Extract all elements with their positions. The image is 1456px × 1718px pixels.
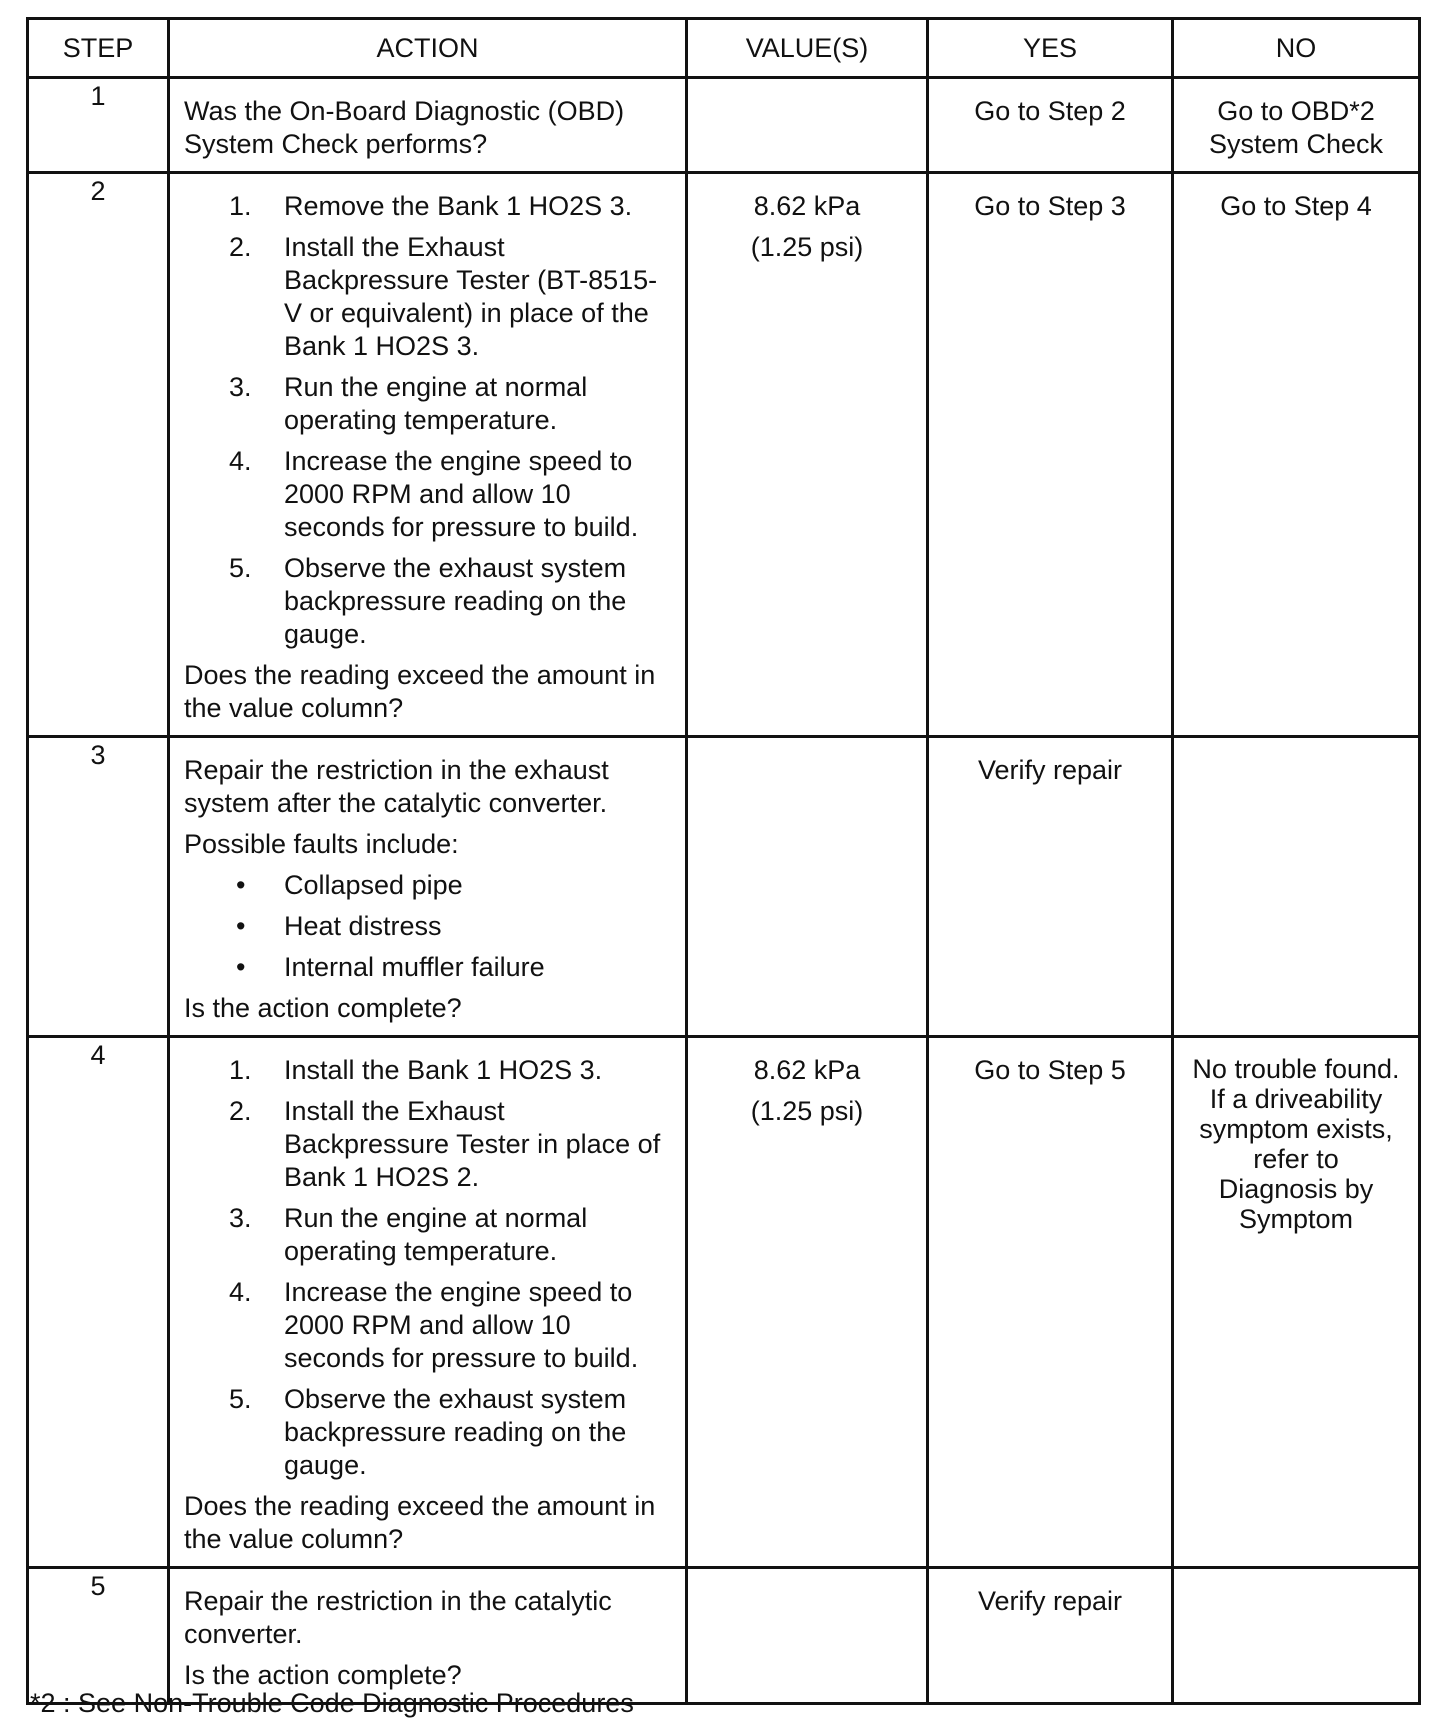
no-line: No trouble found. xyxy=(1192,1054,1400,1084)
value-kpa: 8.62 kPa xyxy=(753,1055,861,1085)
list-item xyxy=(184,910,671,943)
action-question: Does the reading exceed the amount in the value column? xyxy=(184,660,656,723)
no-cell: Go to Step 4 xyxy=(1173,173,1420,737)
list-item xyxy=(184,1202,671,1268)
header-no: NO xyxy=(1173,19,1420,78)
list-number: 5. xyxy=(229,1384,252,1414)
list-number: 4. xyxy=(229,1277,252,1307)
step-number: 1 xyxy=(28,78,169,173)
action-question: Was the On-Board Diagnostic (OBD) System Check performs? xyxy=(184,96,625,159)
list-item xyxy=(184,552,671,651)
footnote: *2 : See Non-Trouble Code Diagnostic Procedures xyxy=(30,1688,634,1718)
value-cell xyxy=(687,1568,928,1704)
value-cell xyxy=(687,737,928,1037)
action-intro: Repair the restriction in the exhaust system after the catalytic converter. xyxy=(184,755,609,818)
list-text: Install the Exhaust Backpressure Tester (BT-8515-V or equivalent) in place of the Bank 1 HO2S 3. xyxy=(284,232,658,361)
header-yes: YES xyxy=(928,19,1173,78)
table-row xyxy=(28,737,1420,1037)
table-row xyxy=(28,173,1420,737)
step-number: 3 xyxy=(28,737,169,1037)
no-line: symptom exists, xyxy=(1199,1114,1393,1144)
list-number: 1. xyxy=(229,1055,252,1085)
no-cell xyxy=(1173,1568,1420,1704)
list-text: Internal muffler failure xyxy=(284,952,545,982)
no-cell xyxy=(1173,1037,1420,1568)
list-text: Heat distress xyxy=(284,911,442,941)
list-number: 3. xyxy=(229,372,252,402)
value-cell xyxy=(687,1037,928,1568)
faults-label: Possible faults include: xyxy=(184,829,459,859)
yes-cell: Go to Step 5 xyxy=(928,1037,1173,1568)
step-number: 5 xyxy=(28,1568,169,1704)
yes-cell: Verify repair xyxy=(928,737,1173,1037)
header-values: VALUE(S) xyxy=(687,19,928,78)
list-number: 5. xyxy=(229,553,252,583)
no-cell xyxy=(1173,737,1420,1037)
bullet: • xyxy=(236,870,246,900)
no-line: If a driveability xyxy=(1209,1084,1383,1114)
list-item xyxy=(184,1276,671,1375)
action-question: Does the reading exceed the amount in the value column? xyxy=(184,1491,656,1554)
list-item xyxy=(184,951,671,984)
value-cell xyxy=(687,78,928,173)
list-item xyxy=(184,231,671,363)
list-text: Install the Bank 1 HO2S 3. xyxy=(284,1055,603,1085)
list-text: Remove the Bank 1 HO2S 3. xyxy=(284,191,633,221)
step-number: 2 xyxy=(28,173,169,737)
list-item xyxy=(184,371,671,437)
yes-cell: Go to Step 2 xyxy=(928,78,1173,173)
action-question: Is the action complete? xyxy=(184,993,462,1023)
yes-cell: Verify repair xyxy=(928,1568,1173,1704)
action-question: Is the action complete? xyxy=(184,1660,462,1690)
list-number: 1. xyxy=(229,191,252,221)
list-item xyxy=(184,1054,671,1087)
value-psi: (1.25 psi) xyxy=(750,1096,864,1126)
action-step-list xyxy=(184,190,671,651)
yes-cell: Go to Step 3 xyxy=(928,173,1173,737)
no-line: Diagnosis by xyxy=(1218,1174,1374,1204)
list-text: Collapsed pipe xyxy=(284,870,463,900)
value-kpa: 8.62 kPa xyxy=(753,191,861,221)
list-text: Observe the exhaust system backpressure reading on the gauge. xyxy=(284,1384,627,1480)
bullet: • xyxy=(236,911,246,941)
list-item xyxy=(184,190,671,223)
list-item xyxy=(184,445,671,544)
no-line: Symptom xyxy=(1238,1204,1354,1234)
list-text: Observe the exhaust system backpressure reading on the gauge. xyxy=(284,553,627,649)
action-cell xyxy=(169,1037,687,1568)
fault-list xyxy=(184,869,671,984)
table-row xyxy=(28,78,1420,173)
header-step: STEP xyxy=(28,19,169,78)
list-text: Install the Exhaust Backpressure Tester in place of Bank 1 HO2S 2. xyxy=(284,1096,661,1192)
no-line: refer to xyxy=(1253,1144,1339,1174)
table-row xyxy=(28,1568,1420,1704)
action-cell xyxy=(169,737,687,1037)
list-number: 3. xyxy=(229,1203,252,1233)
value-psi: (1.25 psi) xyxy=(750,232,864,262)
action-intro: Repair the restriction in the catalytic converter. xyxy=(184,1586,612,1649)
list-number: 2. xyxy=(229,1096,252,1126)
value-cell xyxy=(687,173,928,737)
list-number: 2. xyxy=(229,232,252,262)
list-number: 4. xyxy=(229,446,252,476)
bullet: • xyxy=(236,952,246,982)
diagnostic-table xyxy=(26,17,1421,1705)
list-text: Run the engine at normal operating temperature. xyxy=(284,1203,588,1266)
action-step-list xyxy=(184,1054,671,1482)
list-text: Increase the engine speed to 2000 RPM and allow 10 seconds for pressure to build. xyxy=(284,1277,639,1373)
table-header-row xyxy=(28,19,1420,78)
action-cell xyxy=(169,173,687,737)
action-cell xyxy=(169,1568,687,1704)
list-item xyxy=(184,1095,671,1194)
list-item xyxy=(184,1383,671,1482)
header-action: ACTION xyxy=(169,19,687,78)
step-number: 4 xyxy=(28,1037,169,1568)
list-text: Increase the engine speed to 2000 RPM and allow 10 seconds for pressure to build. xyxy=(284,446,639,542)
no-cell: Go to OBD*2 System Check xyxy=(1173,78,1420,173)
list-text: Run the engine at normal operating temperature. xyxy=(284,372,588,435)
list-item xyxy=(184,869,671,902)
action-cell xyxy=(169,78,687,173)
table-row xyxy=(28,1037,1420,1568)
